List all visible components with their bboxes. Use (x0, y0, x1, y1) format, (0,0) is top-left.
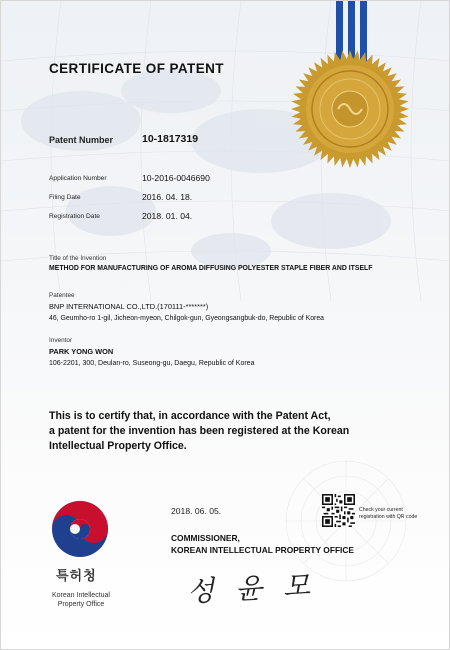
kipo-taegeuk-logo-icon (50, 499, 110, 559)
gold-seal-icon (290, 49, 410, 169)
certificate-title: CERTIFICATE OF PATENT (49, 61, 224, 76)
application-number-value: 10-2016-0046690 (142, 173, 210, 183)
issue-date: 2018. 06. 05. (171, 506, 222, 516)
application-number-label: Application Number (49, 175, 107, 182)
inventor-name: PARK YONG WON (49, 347, 114, 356)
commissioner-title: COMMISSIONER, KOREAN INTELLECTUAL PROPERTY OFFICE (171, 533, 355, 555)
registration-date-value: 2018. 01. 04. (142, 211, 193, 221)
invention-title-label: Title of the Invention (49, 255, 107, 262)
patent-number-label: Patent Number (49, 135, 114, 145)
certify-line: Intellectual Property Office. (49, 440, 187, 452)
inventor-label: Inventor (49, 337, 73, 344)
qr-code-icon (322, 494, 355, 527)
filing-date-label: Filing Date (49, 194, 81, 201)
patentee-address: 46, Geumho-ro 1-gil, Jicheon-myeon, Chilgok-gun, Gyeongsangbuk-do, Republic of Korea (49, 315, 325, 322)
patentee-label: Patentee (49, 292, 75, 299)
qr-note: Check your current registration with QR code (359, 507, 418, 520)
certify-line: a patent for the invention has been registered at the Korean (49, 425, 350, 437)
commissioner-signature: 성 윤 모 (186, 568, 317, 609)
certification-statement (49, 409, 419, 454)
registration-date-label: Registration Date (49, 213, 100, 220)
inventor-address: 106-2201, 300, Deulan-ro, Suseong-gu, Daegu, Republic of Korea (49, 360, 255, 367)
invention-title-value: METHOD FOR MANUFACTURING OF AROMA DIFFUSING POLYESTER STAPLE FIBER AND ITSELF (49, 265, 373, 272)
patentee-name: BNP INTERNATIONAL CO.,LTD.(170111-*******) (49, 302, 209, 311)
patent-number-value: 10-1817319 (142, 133, 199, 145)
office-name-english: Korean Intellectual Property Office (52, 592, 110, 608)
certify-line: This is to certify that, in accordance with the Patent Act, (49, 410, 331, 422)
office-name-korean: 특허청 (56, 568, 97, 583)
filing-date-value: 2016. 04. 18. (142, 192, 193, 202)
